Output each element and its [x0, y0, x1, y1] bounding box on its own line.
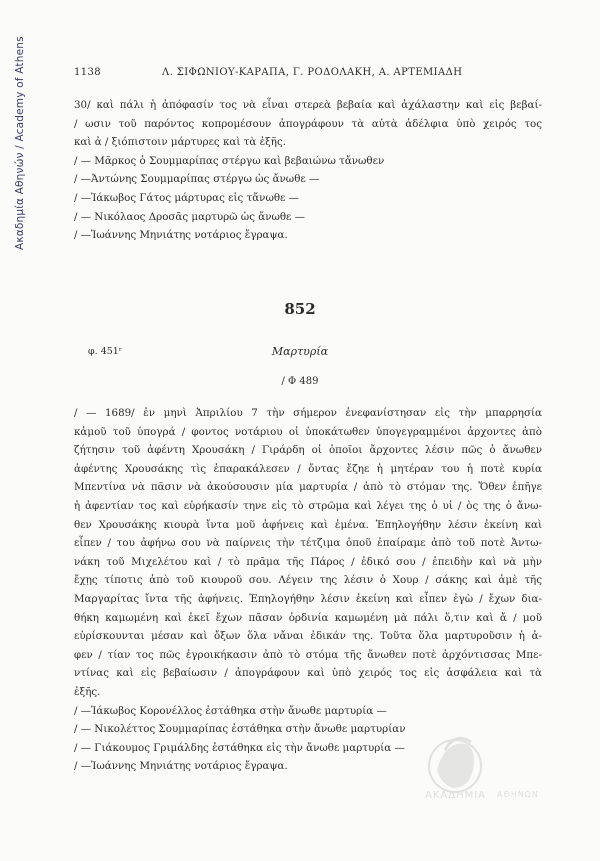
text-line: Μπεντίνα νὰ πᾶσιν νὰ ἀκούσουσιν μία μαρτυρία / ἀπὸ τὸ στόμαν της. Ὅθεν ἐπῆγε — [74, 481, 542, 494]
signature-line: / — Γιάκουμος Γριμάλδης ἐστάθηκα εἰς τὴν ἄνωθε μαρτυρία — — [74, 741, 405, 754]
text-line: ἡ ἀφεντίαν τος καὶ εὑρήκασίν τηνε εἰς τὸ στρῶμα καὶ λέγει της ὁ υἱ / ὸς της ὁ ἄνω- — [74, 499, 542, 512]
signature-line: / — Μᾶρκος ὁ Σουμμαρίπας στέργω καὶ βεβαιώνω τἄνωθεν — [74, 154, 385, 167]
text-line: / — 1689/ ἐν μηνὶ Ἀπριλίου 7 τὴν σήμερον ἐνεφανίστησαν εἰς τὴν μπαρρησία — [74, 407, 542, 419]
previous-document-end — [74, 96, 542, 245]
shelfmark: / Φ 489 — [281, 376, 319, 387]
text-line: νάκη τοῦ Μιχελέτου καὶ / τὸ πρᾶμα τῆς Πάρος / ἐδικό σου / ἐπειδὴν καὶ νὰ μὴν — [74, 555, 542, 568]
authors-line: Λ. ΣΙΦΩΝΙΟΥ-ΚΑΡΑΠΑ, Γ. ΡΟΔΟΛΑΚΗ, Α. ΑΡΤΕΜΙΑΔΗ — [162, 67, 463, 78]
text-line: ζήτησιν τοῦ ἀφέντη Χρουσάκη / Γιράρδη οἱ ὁποῖοι ἄρχοντες λέσιν πῶς ὁ ἄνωθεν — [74, 444, 542, 457]
document-type: Μαρτυρία — [271, 345, 329, 358]
text-line: εἶπεν / του ἀφήνω σου νὰ παίρνεις τὴν τέτζιμα ὁποῦ ἐπαίραμε ἀπὸ τοῦ ποτὲ Ἀντω- — [74, 537, 542, 550]
text-line: ντίνας καὶ εἰς βεβαίωσιν / ἀπογράφουν καὶ ὑπὸ χειρός τος εἰς ἀσφάλεια καὶ τὰ — [74, 667, 542, 680]
academy-watermark — [425, 730, 555, 820]
signature-line: / —Ἀντώνης Σουμμαρίπας στέργω ὡς ἄνωθε — — [74, 173, 320, 186]
signature-line: / — Νικολέττος Σουμμαρίπας ἐστάθηκα στὴν ἄνωθε μαρτυρίαν — [74, 723, 406, 736]
text-line: / ωσιν τοῦ παρόντος κοπρομέσουν ἀπογράφουν τὰ αὐτὰ ἀδέλφια ὑπὸ χειρός τος — [74, 117, 542, 130]
watermark-sublabel: ΑΘΗΝΩΝ — [497, 790, 539, 799]
signature-line: / — Νικόλαος Δροσᾶς μαρτυρῶ ὡς ἄνωθε — — [74, 210, 305, 223]
watermark-label: ΑΚΑΔΗΜΙΑ — [425, 790, 487, 801]
document-number: 852 — [284, 300, 316, 318]
text-line: εὑρίσκουνται μέσαν καὶ ὄξων ὅλα νἄναι ἐδικάν της. Τοῦτα ὅλα μαρτυροῦσιν ἡ ἀ- — [74, 630, 542, 643]
text-line: θήκη καμωμένη καὶ ἐκεῖ ἔχων πᾶσαν ὀρδινία καμωμένη μὰ πάλι ὅ,τιν καὶ ἄ / μοῦ — [74, 611, 542, 624]
signature-line: / —Ἰάκωβος Κορονέλλος ἐστάθηκα στὴν ἄνωθε μαρτυρία — — [74, 704, 387, 717]
text-line: ἀφέντης Χρουσάκης τὶς ἐπαρακάλεσεν / ὄντας ἔζηε ἡ μητέραν του ἡ ποτὲ κυρία — [74, 462, 542, 475]
text-line: καὶ ἀ / ξιόπιστοιν μάρτυρες καὶ τὰ ἐξῆς. — [74, 136, 286, 149]
text-line: ἐξῆς. — [74, 685, 101, 698]
folio-reference: φ. 451ʳ — [88, 346, 123, 357]
repository-side-note: Ακαδημία Αθηνών / Academy of Athens — [14, 36, 26, 250]
text-line: φεν / τίαν τος πῶς ἐγροικήκασιν ἀπὸ τὸ στόμα τῆς ἄνωθεν ποτὲ ἀρχόντισσας Μπε- — [74, 648, 542, 661]
page-number: 1138 — [74, 67, 102, 78]
signature-line: / —Ἰάκωβος Γάτος μάρτυρας εἰς τἄνωθε — — [74, 191, 299, 204]
text-line: θεν Χρουσάκης κιουρὰ ἴντα μοῦ ἀφήνεις καὶ ἐμένα. Ἐπηλογήθην λέσιν ἐκείνη καὶ — [74, 518, 542, 531]
text-line: ἔχῃς τίποτις ἀπὸ τοῦ κιουροῦ σου. Λέγειν της λέσιν ὁ Χουρ / σάκης καὶ ἀμὲ τῆς — [74, 574, 542, 587]
text-line: Μαργαρίτας ἴντα τῆς ἀφήνεις. Ἐπηλογήθην λέσιν ἐκείνη καὶ εἶπεν ἐγὼ / ἔχων δια- — [74, 592, 542, 605]
document-body — [74, 404, 542, 776]
text-line: 30/ καὶ πάλι ἡ ἀπόφασίν τος νὰ εἶναι στερεὰ βεβαία καὶ ἀχάλαστην καὶ εἰς βεβαί- — [74, 99, 542, 111]
signature-line: / —Ἰωάννης Μηνιάτης νοτάριος ἔγραψα. — [74, 760, 288, 773]
text-line: κἀμοῦ τοῦ ὑπογρά / φοντος νοτάριου οἱ ὑποκάτωθεν ὑπογεγραμμένοι ἀρχοντες ἀπὸ — [74, 425, 542, 438]
signature-line: / —Ἰωάννης Μηνιάτης νοτάριος ἔγραψα. — [74, 229, 288, 242]
